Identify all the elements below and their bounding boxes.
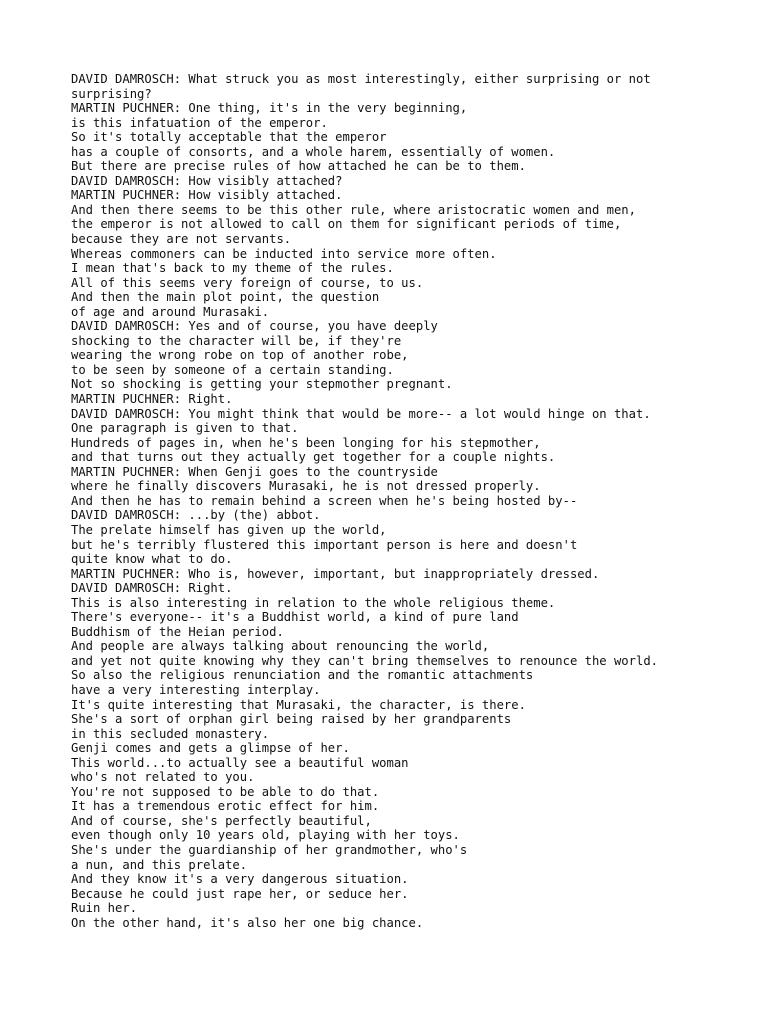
transcript-line: has a couple of consorts, and a whole harem, essentially of women.	[71, 144, 556, 159]
transcript-line: And they know it's a very dangerous situation.	[71, 872, 409, 887]
transcript-line: surprising?	[71, 86, 152, 101]
transcript-line: DAVID DAMROSCH: Yes and of course, you have deeply	[71, 319, 438, 334]
transcript-line: One paragraph is given to that.	[71, 421, 299, 436]
transcript-line: MARTIN PUCHNER: One thing, it's in the very beginning,	[71, 101, 468, 116]
transcript-line: who's not related to you.	[71, 770, 255, 785]
transcript-line: have a very interesting interplay.	[71, 682, 321, 697]
transcript-line: MARTIN PUCHNER: Right.	[71, 392, 233, 407]
transcript-line: where he finally discovers Murasaki, he is not dressed properly.	[71, 479, 541, 494]
transcript-line: It has a tremendous erotic effect for him.	[71, 799, 380, 814]
transcript-text	[71, 72, 761, 930]
transcript-line: And then he has to remain behind a screen when he's being hosted by--	[71, 493, 578, 508]
transcript-line: and yet not quite knowing why they can't bring themselves to renounce the world.	[71, 653, 658, 668]
transcript-line: quite know what to do.	[71, 552, 233, 567]
transcript-line: shocking to the character will be, if they're	[71, 333, 402, 348]
transcript-line: MARTIN PUCHNER: Who is, however, important, but inappropriately dressed.	[71, 566, 600, 581]
transcript-line: and that turns out they actually get together for a couple nights.	[71, 450, 556, 465]
transcript-line: DAVID DAMROSCH: How visibly attached?	[71, 173, 343, 188]
transcript-line: Not so shocking is getting your stepmother pregnant.	[71, 377, 453, 392]
transcript-line: All of this seems very foreign of course, to us.	[71, 275, 424, 290]
transcript-line: Genji comes and gets a glimpse of her.	[71, 741, 350, 756]
transcript-line: MARTIN PUCHNER: When Genji goes to the countryside	[71, 464, 438, 479]
transcript-line: a nun, and this prelate.	[71, 857, 248, 872]
transcript-line: She's a sort of orphan girl being raised by her grandparents	[71, 712, 512, 727]
transcript-line: DAVID DAMROSCH: You might think that would be more-- a lot would hinge on that.	[71, 406, 651, 421]
transcript-line: Whereas commoners can be inducted into service more often.	[71, 246, 497, 261]
transcript-line: MARTIN PUCHNER: How visibly attached.	[71, 188, 343, 203]
transcript-line: wearing the wrong robe on top of another robe,	[71, 348, 409, 363]
transcript-line: the emperor is not allowed to call on them for significant periods of time,	[71, 217, 622, 232]
transcript-line: And people are always talking about renouncing the world,	[71, 639, 490, 654]
transcript-line: but he's terribly flustered this important person is here and doesn't	[71, 537, 578, 552]
transcript-line: DAVID DAMROSCH: Right.	[71, 581, 233, 596]
transcript-line: This world...to actually see a beautiful woman	[71, 755, 409, 770]
transcript-line: You're not supposed to be able to do that.	[71, 784, 380, 799]
transcript-line: And of course, she's perfectly beautiful,	[71, 813, 372, 828]
transcript-line: because they are not servants.	[71, 232, 292, 247]
transcript-line: And then the main plot point, the question	[71, 290, 380, 305]
transcript-line: It's quite interesting that Murasaki, the character, is there.	[71, 697, 526, 712]
transcript-line: Buddhism of the Heian period.	[71, 624, 284, 639]
transcript-line: Ruin her.	[71, 901, 138, 916]
transcript-line: The prelate himself has given up the world,	[71, 522, 387, 537]
transcript-line: Because he could just rape her, or seduce her.	[71, 886, 409, 901]
transcript-line: to be seen by someone of a certain standing.	[71, 362, 394, 377]
transcript-line: is this infatuation of the emperor.	[71, 115, 328, 130]
transcript-line: in this secluded monastery.	[71, 726, 270, 741]
transcript-line: So also the religious renunciation and the romantic attachments	[71, 668, 534, 683]
transcript-line: of age and around Murasaki.	[71, 304, 270, 319]
transcript-line: So it's totally acceptable that the emperor	[71, 130, 387, 145]
transcript-line: even though only 10 years old, playing with her toys.	[71, 828, 460, 843]
transcript-line: But there are precise rules of how attached he can be to them.	[71, 159, 526, 174]
transcript-line: DAVID DAMROSCH: What struck you as most interestingly, either surprising or not	[71, 72, 651, 86]
transcript-line: On the other hand, it's also her one big chance.	[71, 915, 424, 930]
transcript-line: She's under the guardianship of her grandmother, who's	[71, 842, 468, 857]
transcript-line: I mean that's back to my theme of the rules.	[71, 261, 394, 276]
transcript-line: DAVID DAMROSCH: ...by (the) abbot.	[71, 508, 321, 523]
transcript-line: And then there seems to be this other rule, where aristocratic women and men,	[71, 202, 636, 217]
transcript-line: Hundreds of pages in, when he's been longing for his stepmother,	[71, 435, 541, 450]
transcript-line: This is also interesting in relation to the whole religious theme.	[71, 595, 556, 610]
transcript-line: There's everyone-- it's a Buddhist world, a kind of pure land	[71, 610, 519, 625]
transcript-page	[71, 72, 761, 930]
